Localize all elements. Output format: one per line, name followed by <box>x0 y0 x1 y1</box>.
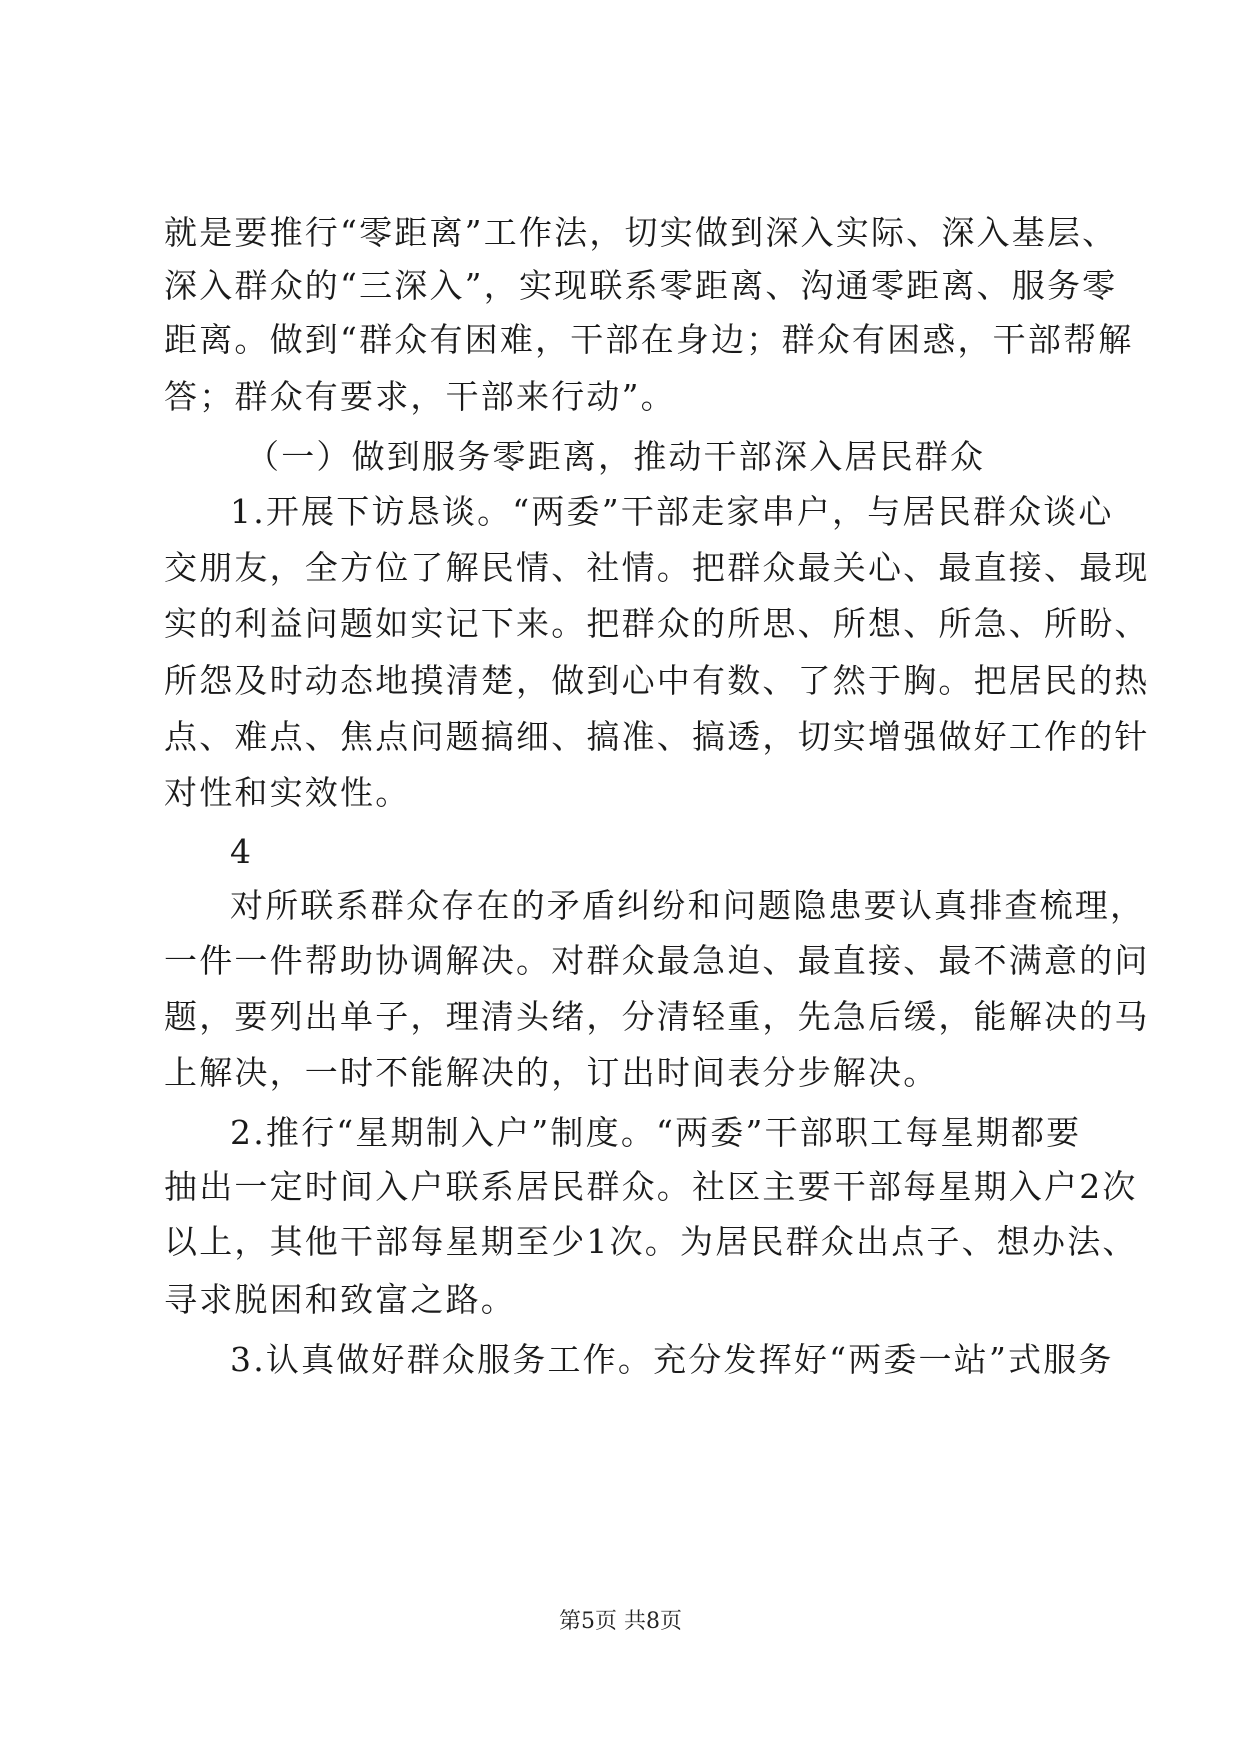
body-line: 所怨及时动态地摸清楚，做到心中有数、了然于胸。把居民的热 <box>164 661 1150 700</box>
body-line: 寻求脱困和致富之路。 <box>164 1280 516 1319</box>
body-line: 4 <box>230 832 254 871</box>
body-line: 对性和实效性。 <box>164 773 411 812</box>
body-line: 交朋友，全方位了解民情、社情。把群众最关心、最直接、最现 <box>164 548 1150 587</box>
body-line: 距离。做到“群众有困难，干部在身边；群众有困惑，干部帮解 <box>164 320 1134 359</box>
page-number-footer: 第5页 共8页 <box>559 1609 682 1634</box>
body-line: 答；群众有要求，干部来行动”。 <box>164 377 676 416</box>
body-line: 实的利益问题如实记下来。把群众的所思、所想、所急、所盼、 <box>164 604 1150 643</box>
body-line: 就是要推行“零距离”工作法，切实做到深入实际、深入基层、 <box>164 213 1118 252</box>
body-line: 对所联系群众存在的矛盾纠纷和问题隐患要认真排查梳理， <box>230 886 1146 925</box>
body-line: 点、难点、焦点问题搞细、搞准、搞透，切实增强做好工作的针 <box>164 717 1150 756</box>
section-heading: （一）做到服务零距离，推动干部深入居民群众 <box>246 437 986 476</box>
body-line: 1.开展下访恳谈。“两委”干部走家串户，与居民群众谈心 <box>230 492 1114 531</box>
body-line: 深入群众的“三深入”，实现联系零距离、沟通零距离、服务零 <box>164 266 1118 305</box>
body-line: 2.推行“星期制入户”制度。“两委”干部职工每星期都要 <box>230 1113 1082 1152</box>
body-line: 抽出一定时间入户联系居民群众。社区主要干部每星期入户2次 <box>164 1167 1138 1206</box>
body-line: 以上，其他干部每星期至少1次。为居民群众出点子、想办法、 <box>164 1222 1138 1261</box>
body-line: 一件一件帮助协调解决。对群众最急迫、最直接、最不满意的问 <box>164 941 1150 980</box>
body-line: 3.认真做好群众服务工作。充分发挥好“两委一站”式服务 <box>230 1340 1114 1379</box>
body-line: 题，要列出单子，理清头绪，分清轻重，先急后缓，能解决的马 <box>164 997 1150 1036</box>
body-line: 上解决，一时不能解决的，订出时间表分步解决。 <box>164 1053 939 1092</box>
